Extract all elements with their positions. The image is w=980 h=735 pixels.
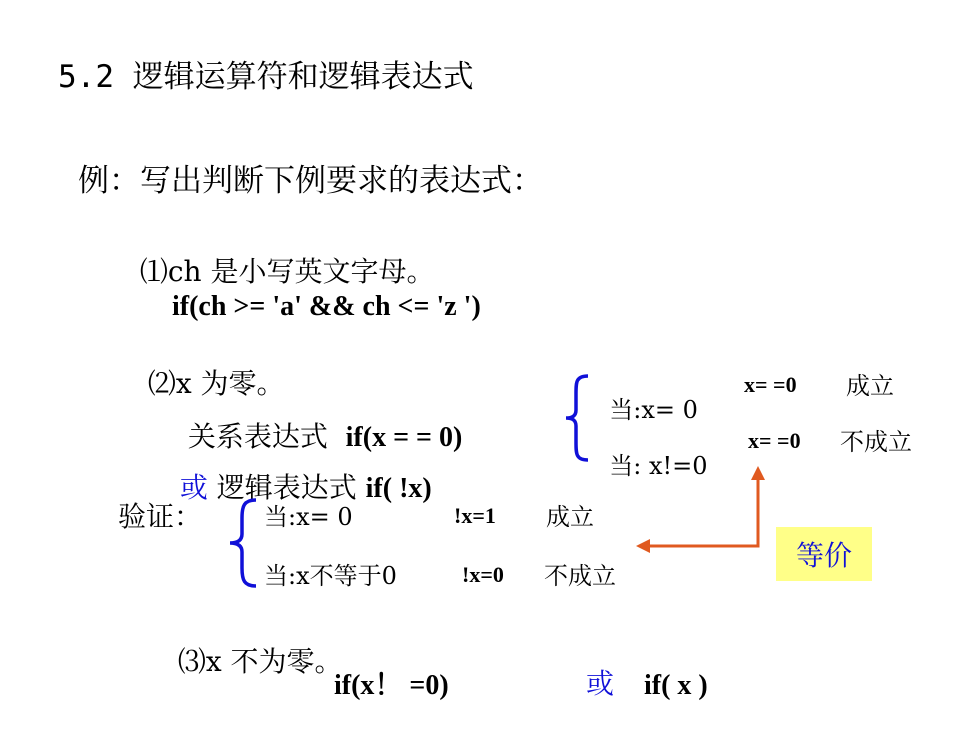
cond-right-2-prefix: 当: x!=0	[609, 452, 708, 480]
right-brace-icon	[562, 372, 592, 464]
verify-label: 验证：	[118, 500, 203, 533]
cond-left-1-prefix: 当:x= 0	[264, 503, 353, 531]
equivalence-arrow-icon	[630, 466, 780, 556]
cond-left-2-result: 不成立	[544, 562, 616, 590]
cond-left-1-result: 成立	[546, 503, 594, 531]
cond-left-2-expr: !x=0	[462, 562, 504, 587]
left-brace-icon	[224, 496, 260, 590]
item-3-code-1: if(x！ =0)	[334, 670, 449, 701]
example-heading: 例：写出判断下例要求的表达式：	[78, 163, 543, 199]
cond-right-1-prefix: 当:x= 0	[609, 396, 698, 424]
relational-code: if(x = = 0)	[345, 422, 463, 453]
relational-expression	[170, 395, 462, 452]
item-2-text: x 为零。	[175, 367, 285, 400]
equivalent-badge: 等价	[776, 527, 872, 581]
item-3-number: ⑶	[177, 645, 206, 678]
page-title: 5.2 逻辑运算符和逻辑表达式	[58, 59, 474, 95]
cond-right-2-expr: x= =0	[748, 428, 801, 453]
item-3-or: 或	[586, 667, 615, 700]
item-3	[160, 620, 343, 676]
cond-right-row-1	[594, 374, 698, 422]
cond-right-1-expr: x= =0	[744, 372, 797, 397]
item-1-text: ch 是小写英文字母。	[167, 255, 435, 288]
item-1-number: ⑴	[139, 255, 168, 288]
item-1-code: if(ch >= 'a' && ch <= 'z ')	[172, 291, 481, 322]
item-3-code-2: if( x )	[644, 670, 708, 701]
item-2	[130, 342, 285, 398]
cond-left-1-expr: !x=1	[454, 503, 496, 528]
item-1	[122, 230, 434, 286]
cond-right-1-result: 成立	[846, 372, 894, 400]
item-3-text: x 不为零。	[205, 645, 343, 678]
cond-right-2-result: 不成立	[840, 428, 912, 456]
cond-left-2-prefix: 当:x不等于0	[264, 562, 397, 590]
relational-label: 关系表达式	[187, 420, 328, 453]
item-2-number: ⑵	[147, 367, 176, 400]
logical-code: if( !x)	[365, 473, 432, 504]
logical-expression	[162, 446, 432, 503]
or-word: 或	[179, 471, 208, 504]
logical-label: 逻辑表达式	[216, 471, 357, 504]
